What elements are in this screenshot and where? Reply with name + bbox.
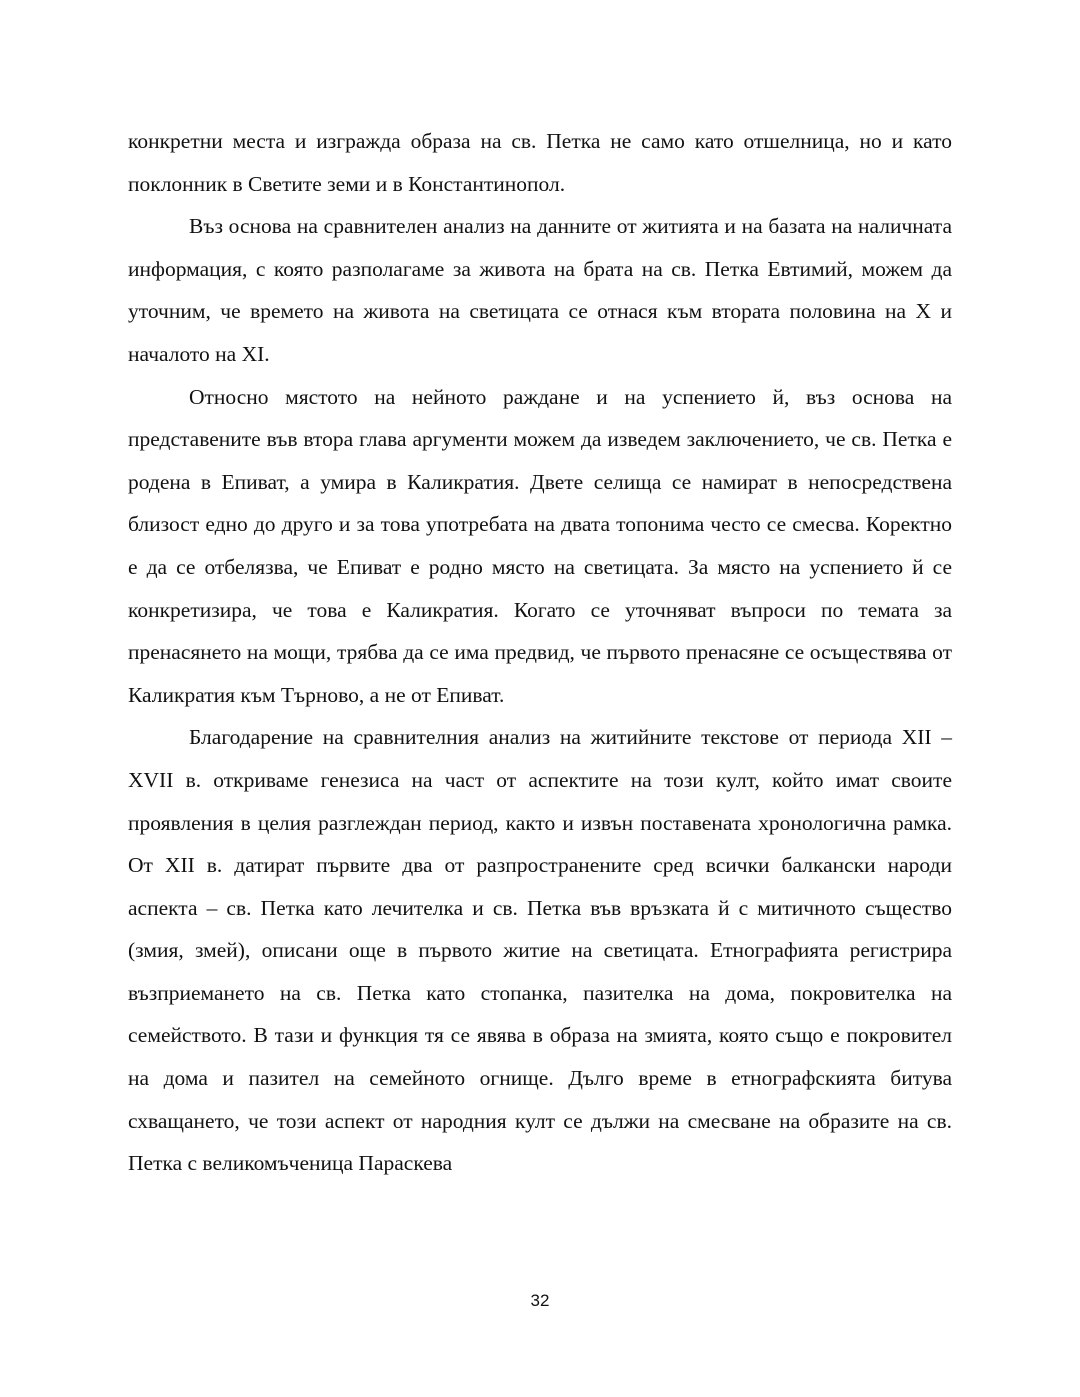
paragraph-birthplace: Относно мястото на нейното раждане и на успението й, въз основа на представените във втора глава аргументи можем да изведем заключението, че св. Петка е родена в Епиват, а умира в Каликратия. Двете селища се намират в непосредствена близост едно до друго и за това употребата на двата топонима често се смесва. Коректно е да се отбелязва, че Епиват е родно място на светицата. За място на успението й се конкретизира, че това е Каликратия. Когато се уточняват въпроси по темата за пренасянето на мощи, трябва да се има предвид, че първото пренасяне се осъществява от Каликратия към Търново, а не от Епиват.: [128, 384, 952, 707]
body-text: [128, 120, 952, 1185]
page-number: 32: [530, 1291, 550, 1310]
paragraph-continuation: конкретни места и изгражда образа на св. Петка не само като отшелница, но и като поклонник в Светите земи и в Константинопол.: [128, 129, 952, 196]
paragraph-cult-aspects: Благодарение на сравнителния анализ на житийните текстове от периода XII – XVII в. откриваме генезиса на част от аспектите на този култ, който имат своите проявления в целия разглеждан период, както и извън поставената хронологична рамка. От XII в. датират първите два от разпространените сред всички балкански народи аспекта – св. Петка като лечителка и св. Петка във връзката й с митичното същество (змия, змей), описани още в първото житие на светицата. Етнографията регистрира възприемането на св. Петка като стопанка, пазителка на дома, покровителка на семейството. В тази и функция тя се явява в образа на змията, която също е покровител на дома и пазител на семейното огнище. Дълго време в етнографскиятa битува схващането, че този аспект от народния култ се дължи на смесване на образите на св. Петка с великомъченица Параскева: [128, 725, 952, 1176]
paragraph-dating: Въз основа на сравнителен анализ на данните от житията и на базата на наличната информация, с която разполагаме за живота на брата на св. Петка Евтимий, можем да уточним, че времето на живота на светицата се отнася към втората половина на X и началото на XI.: [128, 214, 952, 366]
